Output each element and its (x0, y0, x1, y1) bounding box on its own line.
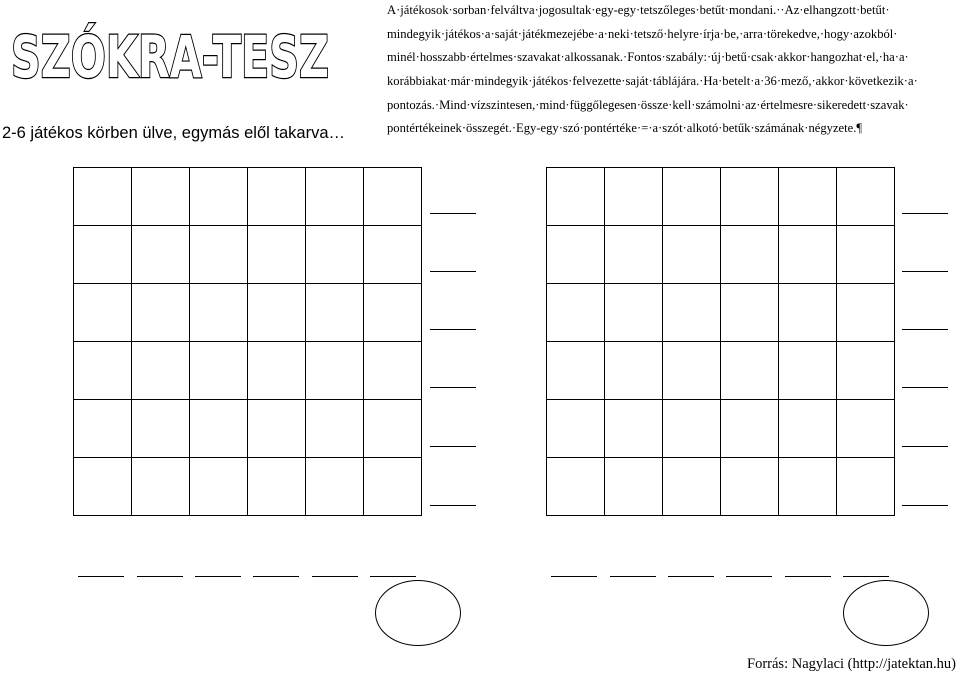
column-score-blank[interactable] (370, 576, 416, 577)
row-score-blank[interactable] (902, 213, 948, 214)
grid-cell[interactable] (547, 168, 605, 226)
grid-cell[interactable] (306, 226, 364, 284)
grid-cell[interactable] (779, 168, 837, 226)
grid-cell[interactable] (248, 168, 306, 226)
grid-cell[interactable] (721, 284, 779, 342)
grid-cell[interactable] (74, 284, 132, 342)
grid-cell[interactable] (605, 458, 663, 516)
grid-cell[interactable] (306, 400, 364, 458)
column-score-blank[interactable] (668, 576, 714, 577)
grid-cell[interactable] (306, 458, 364, 516)
grid-cell[interactable] (74, 168, 132, 226)
rules-line: A·játékosok·sorban·felváltva·jogosultak·egy-egy·tetszőleges·betűt·mondani.··Az·elhangzott·betűt· (387, 3, 890, 17)
grid-cell[interactable] (306, 168, 364, 226)
grid-cell[interactable] (248, 458, 306, 516)
grid-cell[interactable] (190, 400, 248, 458)
row-score-blank[interactable] (430, 446, 476, 447)
rules-paragraph (387, 0, 955, 141)
grid-cell[interactable] (248, 400, 306, 458)
grid-cell[interactable] (779, 342, 837, 400)
rules-line: pontértékeinek·összegét.·Egy-egy·szó·pontértéke·=·a·szót·alkotó·betűk·számának·négyzete.¶ (387, 121, 863, 136)
grid-cell[interactable] (364, 458, 422, 516)
grid-cell[interactable] (364, 168, 422, 226)
row-score-blank[interactable] (430, 329, 476, 330)
grid-cell[interactable] (837, 226, 895, 284)
grid-cell[interactable] (248, 226, 306, 284)
grid-cell[interactable] (364, 284, 422, 342)
grid-cell[interactable] (605, 168, 663, 226)
grid-cell[interactable] (364, 342, 422, 400)
grid-cell[interactable] (779, 400, 837, 458)
grid-cell[interactable] (663, 284, 721, 342)
grid-cell[interactable] (132, 458, 190, 516)
grid-cell[interactable] (663, 342, 721, 400)
grid-cell[interactable] (364, 400, 422, 458)
rules-line: mindegyik·játékos·a·saját·játékmezejébe·a·neki·tetsző·helyre·írja·be,·arra·törekedve,·hogy·azokból· (387, 26, 898, 41)
grid-cell[interactable] (837, 342, 895, 400)
row-score-blank[interactable] (430, 271, 476, 272)
column-score-blank[interactable] (137, 576, 183, 577)
game-board-left (73, 167, 422, 516)
row-score-blank[interactable] (902, 271, 948, 272)
game-board-right (546, 167, 895, 516)
grid-cell[interactable] (74, 400, 132, 458)
grid-cell[interactable] (721, 226, 779, 284)
grid-cell[interactable] (605, 342, 663, 400)
rules-line: pontozás.·Mind·vízszintesen,·mind·függőlegesen·össze·kell·számolni·az·értelmesre·sikeredett·szavak· (387, 97, 909, 112)
row-score-blank[interactable] (430, 213, 476, 214)
grid-cell[interactable] (721, 400, 779, 458)
grid-cell[interactable] (837, 168, 895, 226)
grid-cell[interactable] (605, 284, 663, 342)
subtitle: 2-6 játékos körben ülve, egymás elől takarva… (2, 124, 346, 142)
grid-cell[interactable] (663, 400, 721, 458)
column-score-blank[interactable] (195, 576, 241, 577)
grid-cell[interactable] (248, 284, 306, 342)
rules-line: minél·hosszabb·értelmes·szavakat·alkossanak.·Fontos·szabály:·új·betű·csak·akkor·hangozhat·el,·ha·a· (387, 50, 909, 65)
total-score-oval[interactable] (843, 580, 929, 646)
column-score-blank[interactable] (843, 576, 889, 577)
grid-cell[interactable] (248, 342, 306, 400)
grid-cell[interactable] (190, 284, 248, 342)
grid-cell[interactable] (74, 226, 132, 284)
grid-cell[interactable] (663, 168, 721, 226)
grid-cell[interactable] (547, 458, 605, 516)
column-score-blank[interactable] (785, 576, 831, 577)
grid-cell[interactable] (721, 342, 779, 400)
grid-cell[interactable] (364, 226, 422, 284)
grid-cell[interactable] (605, 226, 663, 284)
grid-cell[interactable] (190, 342, 248, 400)
grid-cell[interactable] (132, 168, 190, 226)
column-score-blank[interactable] (551, 576, 597, 577)
grid-cell[interactable] (132, 226, 190, 284)
grid-cell[interactable] (663, 458, 721, 516)
grid-cell[interactable] (74, 342, 132, 400)
column-score-blank[interactable] (312, 576, 358, 577)
grid-cell[interactable] (779, 458, 837, 516)
row-score-blank[interactable] (902, 505, 948, 506)
column-score-blank[interactable] (610, 576, 656, 577)
grid-cell[interactable] (74, 458, 132, 516)
grid-cell[interactable] (721, 458, 779, 516)
column-score-blank[interactable] (78, 576, 124, 577)
grid-cell[interactable] (837, 458, 895, 516)
rules-line: korábbiakat·már·mindegyik·játékos·felvezette·saját·táblájára.·Ha·betelt·a·36·mező,·akkor·következik·a· (387, 74, 918, 89)
grid-cell[interactable] (547, 284, 605, 342)
grid-cell[interactable] (306, 342, 364, 400)
grid-cell[interactable] (779, 284, 837, 342)
grid-cell[interactable] (837, 400, 895, 458)
grid-cell[interactable] (547, 226, 605, 284)
column-score-blank[interactable] (726, 576, 772, 577)
column-score-blank[interactable] (253, 576, 299, 577)
source-credit: Forrás: Nagylaci (http://jatektan.hu) (747, 656, 956, 672)
grid-cell[interactable] (132, 400, 190, 458)
page-title (6, 22, 458, 91)
row-score-blank[interactable] (430, 505, 476, 506)
row-score-blank[interactable] (430, 387, 476, 388)
grid-cell[interactable] (190, 458, 248, 516)
grid-cell[interactable] (132, 342, 190, 400)
grid-cell[interactable] (190, 226, 248, 284)
grid-cell[interactable] (190, 168, 248, 226)
grid-cell[interactable] (779, 226, 837, 284)
grid-cell[interactable] (837, 284, 895, 342)
total-score-oval[interactable] (375, 580, 461, 646)
grid-cell[interactable] (547, 342, 605, 400)
grid-cell[interactable] (132, 284, 190, 342)
row-score-blank[interactable] (902, 387, 948, 388)
row-score-blank[interactable] (902, 329, 948, 330)
grid-cell[interactable] (547, 400, 605, 458)
title-text: SZÓKRA-TESZ (11, 23, 458, 91)
row-score-blank[interactable] (902, 446, 948, 447)
grid-cell[interactable] (306, 284, 364, 342)
grid-cell[interactable] (663, 226, 721, 284)
grid-cell[interactable] (605, 400, 663, 458)
grid-cell[interactable] (721, 168, 779, 226)
